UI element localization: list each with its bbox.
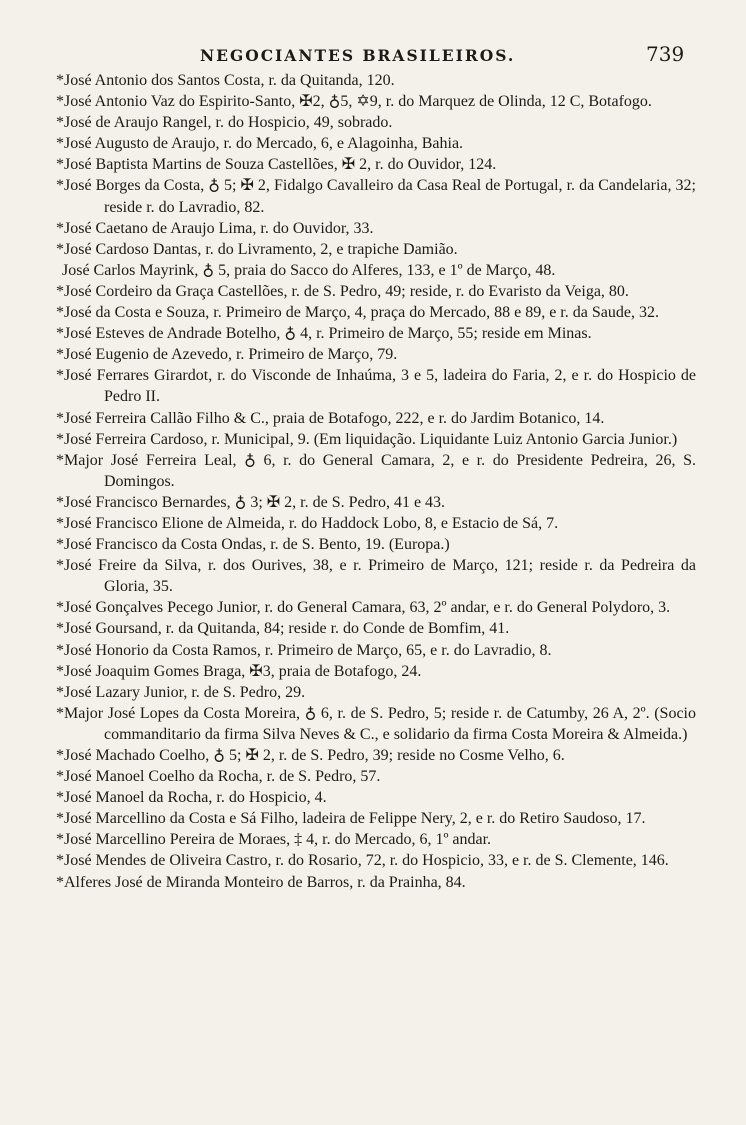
entry-text: José Ferreira Callão Filho & C., praia de Botafogo, 222, e r. do Jardim Botanico, 14. [64, 409, 605, 427]
directory-entry: *José Caetano de Araujo Lima, r. do Ouvidor, 33. [56, 219, 374, 237]
entry-text: José Ferrares Girardot, r. do Visconde de Inhaúma, 3 e 5, ladeira do Faria, 2, e r. do Hospicio de Pedro II. [64, 367, 696, 406]
entry-text: José Cordeiro da Graça Castellões, r. de S. Pedro, 49; reside, r. do Evaristo da Veiga, 80. [64, 282, 629, 300]
entry-text: José Esteves de Andrade Botelho, ♁ 4, r. Primeiro de Março, 55; reside em Minas. [64, 325, 592, 343]
entry-text: José Baptista Martins de Souza Castellões, ✠ 2, r. do Ouvidor, 124. [64, 156, 497, 174]
directory-entry: *José Augusto de Araujo, r. do Mercado, 6, e Alagoinha, Bahia. [56, 135, 464, 153]
entry-text: José da Costa e Souza, r. Primeiro de Março, 4, praça do Mercado, 88 e 89, e r. da Saude, 32. [64, 304, 659, 322]
directory-entry: *José Ferreira Cardoso, r. Municipal, 9. (Em liquidação. Liquidante Luiz Antonio Garcia Junior.) [56, 430, 678, 448]
directory-entry: *José Joaquim Gomes Braga, ✠3, praia de Botafogo, 24. [56, 662, 422, 680]
directory-entry: *José Cordeiro da Graça Castellões, r. de S. Pedro, 49; reside, r. do Evaristo da Veiga, 80. [56, 282, 629, 300]
entry-text: José de Araujo Rangel, r. do Hospicio, 49, sobrado. [64, 114, 393, 132]
entry-text: José Marcellino Pereira de Moraes, ‡ 4, r. do Mercado, 6, 1º andar. [64, 831, 492, 849]
entry-text: José Francisco da Costa Ondas, r. de S. Bento, 19. (Europa.) [64, 536, 450, 554]
entry-text: José Honorio da Costa Ramos, r. Primeiro de Março, 65, e r. do Lavradio, 8. [64, 641, 552, 659]
entry-text: Alferes José de Miranda Monteiro de Barros, r. da Prainha, 84. [64, 873, 466, 891]
directory-entry: *Alferes José de Miranda Monteiro de Barros, r. da Prainha, 84. [56, 873, 466, 891]
directory-entry: *José Manoel Coelho da Rocha, r. de S. Pedro, 57. [56, 768, 381, 786]
directory-entry: *José Antonio Vaz do Espirito-Santo, ✠2, ♁5, ✡9, r. do Marquez de Olinda, 12 C, Botafogo. [56, 93, 652, 111]
entry-text: José Mendes de Oliveira Castro, r. do Rosario, 72, r. do Hospicio, 33, e r. de S. Clemente, 146. [64, 852, 669, 870]
entry-text: José Antonio dos Santos Costa, r. da Quitanda, 120. [64, 72, 395, 89]
directory-entry: *Major José Lopes da Costa Moreira, ♁ 6, r. de S. Pedro, 5; reside r. de Catumby, 26 A, 2º. (Socio commanditario da firma Silva Neves & C., e solidario da firma Costa Moreira & Almeida.) [56, 704, 696, 743]
entry-text: José Gonçalves Pecego Junior, r. do General Camara, 63, 2º andar, e r. do General Polydoro, 3. [64, 599, 671, 617]
directory-entry: *José Esteves de Andrade Botelho, ♁ 4, r. Primeiro de Março, 55; reside em Minas. [56, 325, 592, 343]
entry-text: José Francisco Bernardes, ♁ 3; ✠ 2, r. de S. Pedro, 41 e 43. [64, 493, 446, 511]
entry-text: José Freire da Silva, r. dos Ourives, 38, e r. Primeiro de Março, 121; reside r. da Pedreira da Gloria, 35. [64, 557, 696, 596]
directory-entry: *José Machado Coelho, ♁ 5; ✠ 2, r. de S. Pedro, 39; reside no Cosme Velho, 6. [56, 747, 565, 764]
directory-entry: *José Cardoso Dantas, r. do Livramento, 2, e trapiche Damião. [56, 240, 458, 258]
directory-entry: *Major José Ferreira Leal, ♁ 6, r. do General Camara, 2, e r. do Presidente Pedreira, 26, S. Domingos. [56, 451, 696, 490]
directory-entry: *José Goursand, r. da Quitanda, 84; reside r. do Conde de Bomfim, 41. [56, 620, 510, 638]
page-header [0, 40, 746, 70]
entry-list [0, 70, 746, 893]
directory-entry: *José Baptista Martins de Souza Castellões, ✠ 2, r. do Ouvidor, 124. [56, 156, 497, 174]
directory-entry: *José Gonçalves Pecego Junior, r. do General Camara, 63, 2º andar, e r. do General Polydoro, 3. [56, 599, 671, 617]
directory-entry: *José Ferrares Girardot, r. do Visconde de Inhaúma, 3 e 5, ladeira do Faria, 2, e r. do Hospicio de Pedro II. [56, 367, 696, 406]
page-number: 739 [646, 42, 685, 66]
directory-entry [0, 260, 696, 281]
directory-entry: *José Antonio dos Santos Costa, r. da Quitanda, 120. [56, 72, 395, 89]
entry-text: José Francisco Elione de Almeida, r. do Haddock Lobo, 8, e Estacio de Sá, 7. [64, 514, 559, 532]
entry-text: Major José Ferreira Leal, ♁ 6, r. do General Camara, 2, e r. do Presidente Pedreira, 26, S. Domingos. [64, 451, 696, 490]
page-title: NEGOCIANTES BRASILEIROS. [200, 46, 516, 65]
entry-text: José Caetano de Araujo Lima, r. do Ouvidor, 33. [64, 219, 374, 237]
entry-text: José Marcellino da Costa e Sá Filho, ladeira de Felippe Nery, 2, e r. do Retiro Saudoso, 17. [64, 810, 646, 828]
directory-entry: *José Lazary Junior, r. de S. Pedro, 29. [56, 683, 306, 701]
directory-entry: *José Borges da Costa, ♁ 5; ✠ 2, Fidalgo Cavalleiro da Casa Real de Portugal, r. da Candelaria, 32; reside r. do Lavradio, 82. [56, 177, 696, 216]
entry-text: José Cardoso Dantas, r. do Livramento, 2, e trapiche Damião. [64, 240, 458, 258]
entry-text: José Antonio Vaz do Espirito-Santo, ✠2, ♁5, ✡9, r. do Marquez de Olinda, 12 C, Botafogo. [64, 93, 652, 111]
entry-text: José Joaquim Gomes Braga, ✠3, praia de Botafogo, 24. [64, 662, 422, 680]
entry-text: José Machado Coelho, ♁ 5; ✠ 2, r. de S. Pedro, 39; reside no Cosme Velho, 6. [64, 747, 565, 764]
entry-text: José Augusto de Araujo, r. do Mercado, 6, e Alagoinha, Bahia. [64, 135, 464, 153]
directory-entry: *José Francisco Elione de Almeida, r. do Haddock Lobo, 8, e Estacio de Sá, 7. [56, 514, 559, 532]
directory-entry: *José Marcellino Pereira de Moraes, ‡ 4, r. do Mercado, 6, 1º andar. [56, 831, 492, 849]
directory-entry: *José Marcellino da Costa e Sá Filho, ladeira de Felippe Nery, 2, e r. do Retiro Saudoso, 17. [56, 810, 646, 828]
entry-text: José Lazary Junior, r. de S. Pedro, 29. [64, 683, 306, 701]
directory-entry: *José Francisco Bernardes, ♁ 3; ✠ 2, r. de S. Pedro, 41 e 43. [56, 493, 446, 511]
directory-entry: *José Ferreira Callão Filho & C., praia de Botafogo, 222, e r. do Jardim Botanico, 14. [56, 409, 605, 427]
entry-text: José Manoel da Rocha, r. do Hospicio, 4. [64, 789, 327, 807]
entry-text: José Ferreira Cardoso, r. Municipal, 9. (Em liquidação. Liquidante Luiz Antonio Garcia Junior.) [64, 430, 678, 448]
directory-entry: *José Mendes de Oliveira Castro, r. do Rosario, 72, r. do Hospicio, 33, e r. de S. Clemente, 146. [56, 852, 669, 870]
directory-entry: *José Honorio da Costa Ramos, r. Primeiro de Março, 65, e r. do Lavradio, 8. [56, 641, 552, 659]
directory-entry: *José Manoel da Rocha, r. do Hospicio, 4. [56, 789, 327, 807]
entry-text: José Borges da Costa, ♁ 5; ✠ 2, Fidalgo Cavalleiro da Casa Real de Portugal, r. da Candelaria, 32; reside r. do Lavradio, 82. [64, 177, 696, 216]
entry-text: José Manoel Coelho da Rocha, r. de S. Pedro, 57. [64, 768, 381, 786]
directory-entry: *José Francisco da Costa Ondas, r. de S. Bento, 19. (Europa.) [56, 536, 450, 554]
directory-entry: *José da Costa e Souza, r. Primeiro de Março, 4, praça do Mercado, 88 e 89, e r. da Saude, 32. [56, 304, 659, 322]
directory-entry: *José Eugenio de Azevedo, r. Primeiro de Março, 79. [56, 346, 398, 364]
entry-text: José Eugenio de Azevedo, r. Primeiro de Março, 79. [64, 346, 398, 364]
entry-text: Major José Lopes da Costa Moreira, ♁ 6, r. de S. Pedro, 5; reside r. de Catumby, 26 A, 2º. (Socio commanditario da firma Silva Neves & C., e solidario da firma Costa Moreira & Almeida.) [64, 704, 696, 743]
entry-text: José Carlos Mayrink, ♁ 5, praia do Sacco do Alferes, 133, e 1º de Março, 48. [62, 261, 556, 279]
directory-entry: *José de Araujo Rangel, r. do Hospicio, 49, sobrado. [56, 114, 393, 132]
entry-text: José Goursand, r. da Quitanda, 84; reside r. do Conde de Bomfim, 41. [64, 620, 510, 638]
directory-entry: *José Freire da Silva, r. dos Ourives, 38, e r. Primeiro de Março, 121; reside r. da Pedreira da Gloria, 35. [56, 557, 696, 596]
